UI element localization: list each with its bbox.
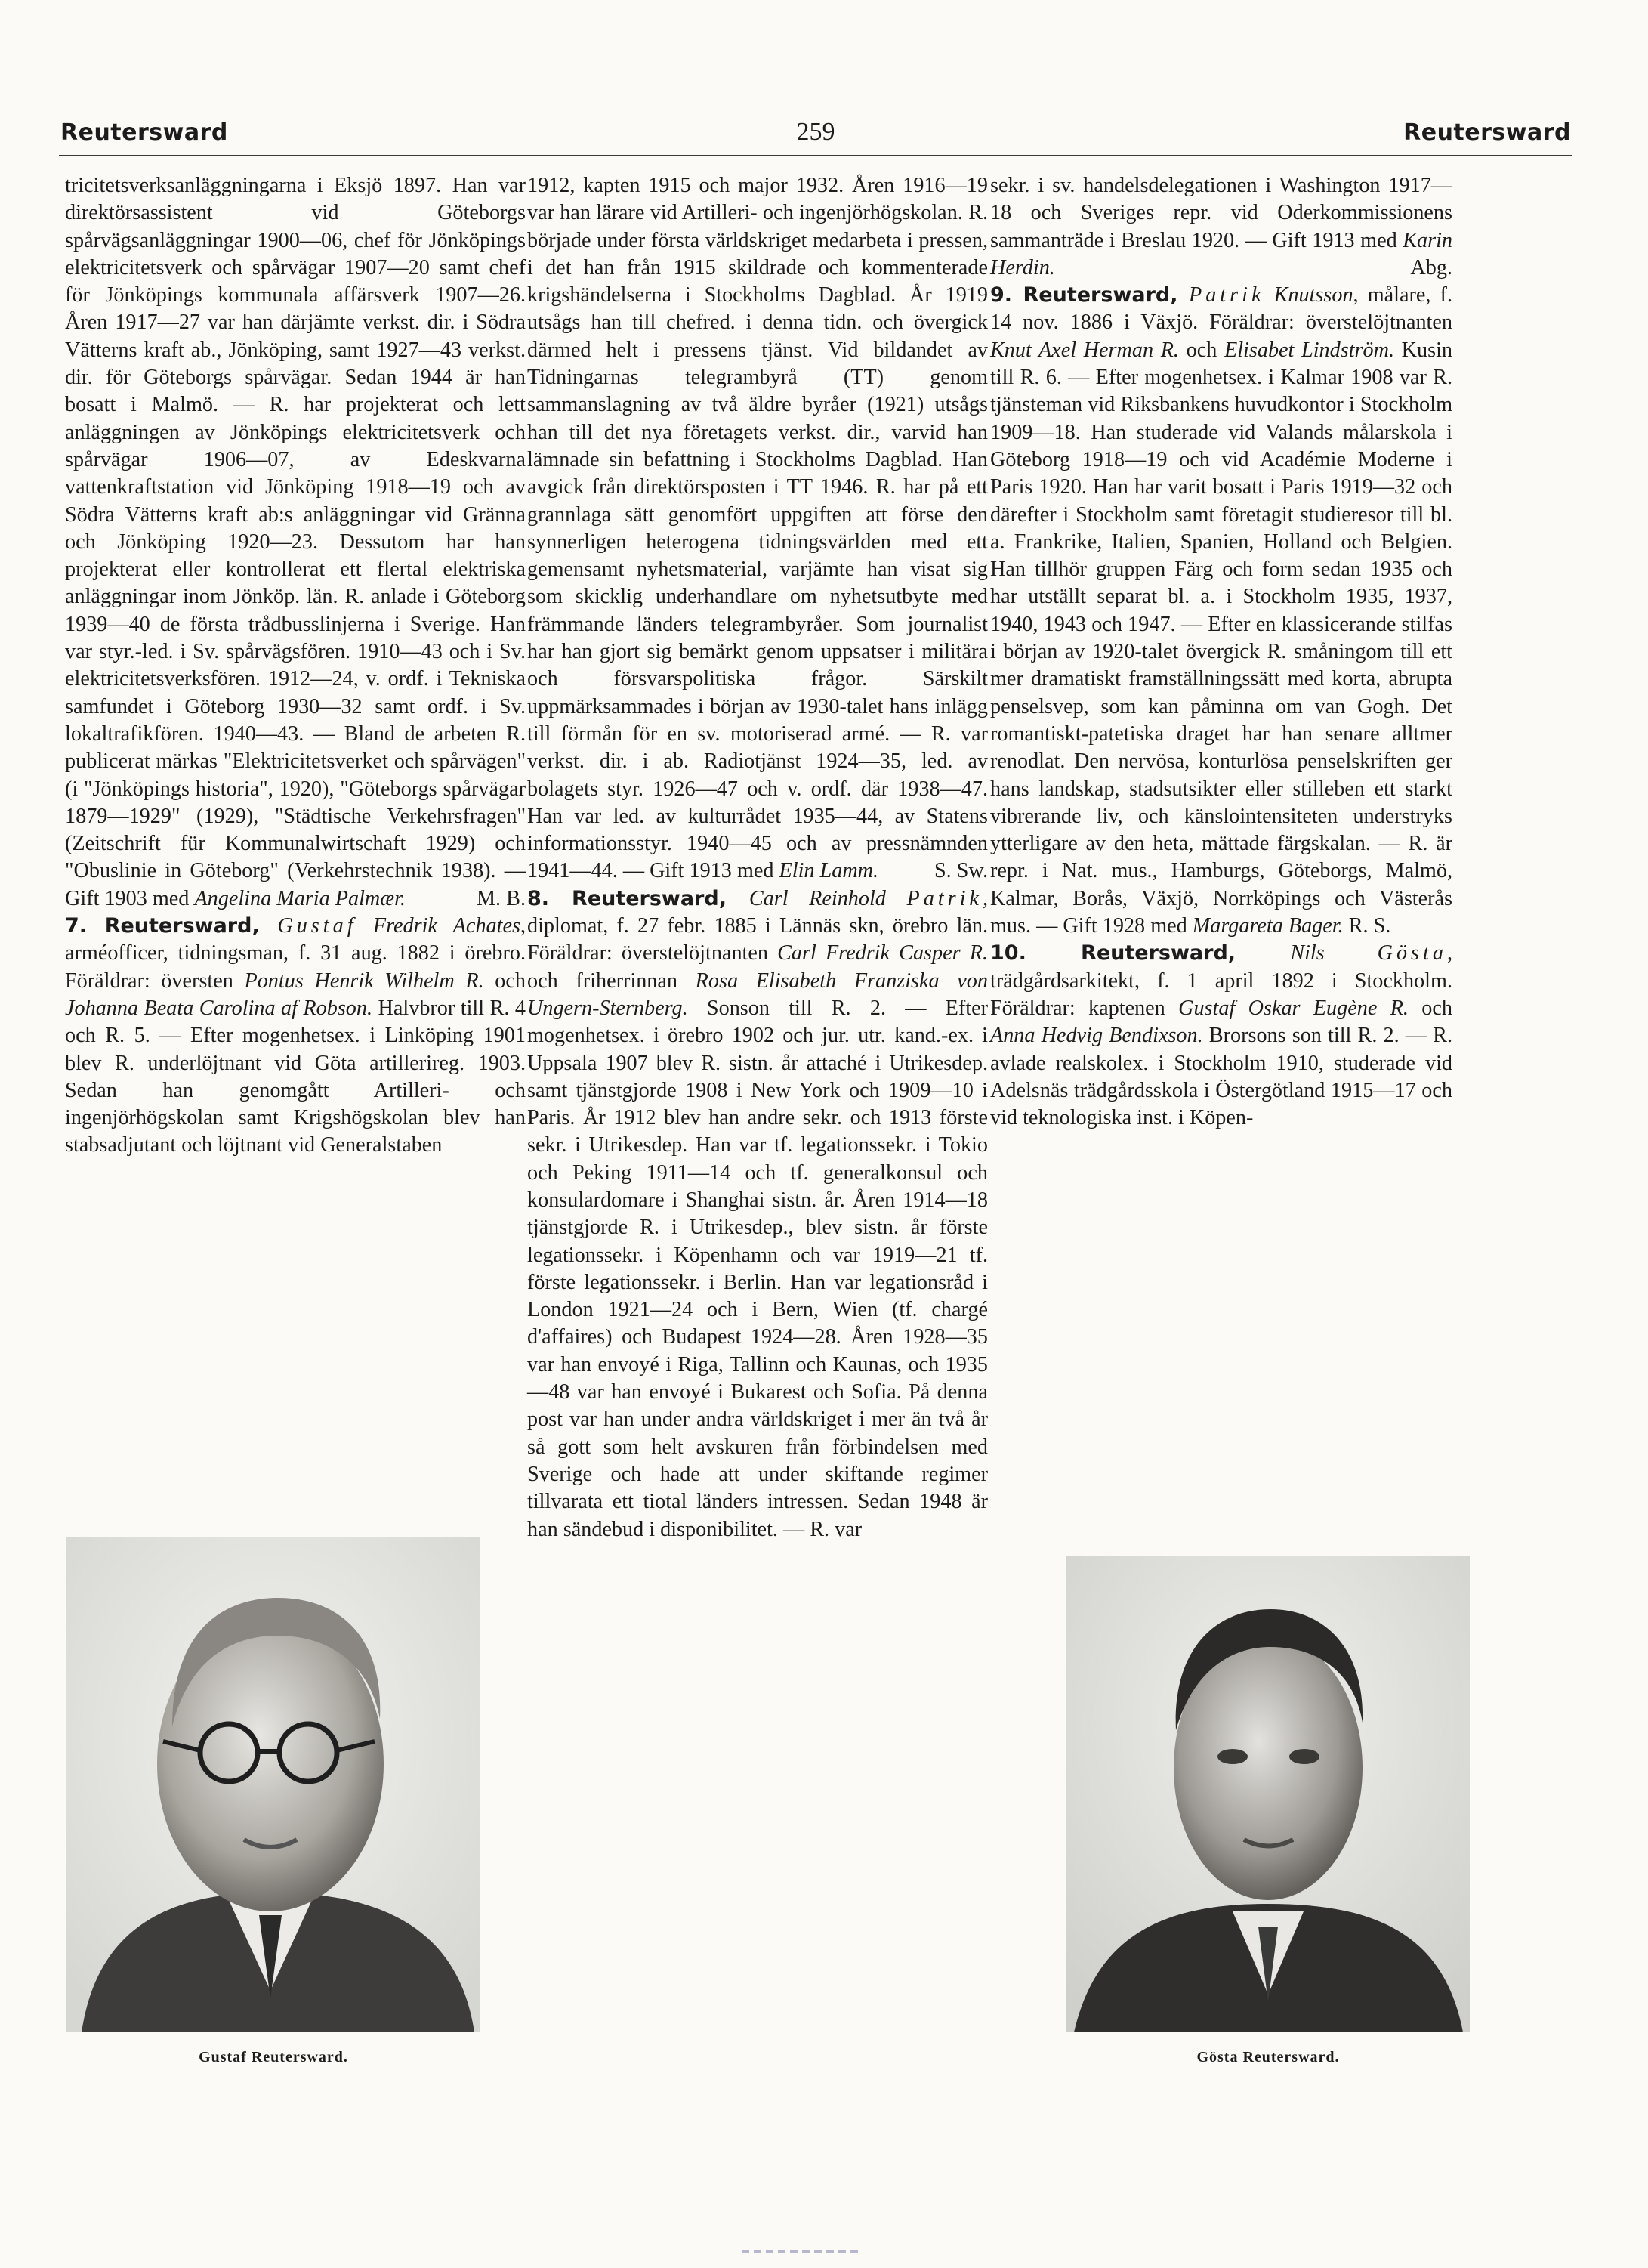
- entry-heading: 7. Reutersward,: [65, 914, 278, 938]
- entry-heading: 9. Reutersward,: [990, 283, 1189, 307]
- running-head-right: Reutersward: [1403, 119, 1571, 146]
- body-text: Brorsons son till R. 2. — R. avlade realskolex. i Stockholm 1910, studerade vid Adelsnäs trädgårdsskola i Östergötland 1915—17 och vid teknologiska inst. i Köpen-: [990, 1024, 1452, 1130]
- italic-name: Karin Herdin.: [990, 228, 1452, 280]
- italic-name: Carl Reinhold: [748, 886, 907, 910]
- body-text: tricitetsverksanläggningarna i Eksjö 1897. Han var direktörsassistent vid Göteborgs spårvägsanläggningar 1900—06, chef för Jönköpings elektricitetsverk och spårvägar 1907—20 samt chef för Jönköpings kommunala affärsverk 1907—26. Åren 1917—27 var han därjämte verkst. dir. i Södra Vätterns kraft ab., Jönköping, samt 1927—43 verkst. dir. för Göteborgs spårvägar. Sedan 1944 är han bosatt i Malmö. — R. har projekterat och lett anläggningen av Jönköpings elektricitetsverk och spårvägar 1906—07, av Edeskvarna vattenkraftstation vid Jönköping 1918—19 och av Södra Vätterns kraft ab:s anläggningar vid Gränna och Jönköping 1920—23. Dessutom har han projekterat eller kontrollerat ett flertal elektriska anläggningar inom Jönköp. län. R. anlade i Göteborg 1939—40 de första trådbusslinjerna i Sverige. Han var styr.-led. i Sv. spårvägsfören. 1910—43 och i Sv. elektricitetsverksfören. 1912—24, v. ordf. i Tekniska samfundet i Göteborg 1930—32 samt ordf. i Sv. lokaltrafikfören. 1940—43. — Bland de arbeten R. publicerat märkas "Elektricitetsverket och spårvägen" (i "Jönköpings historia", 1920), "Göteborgs spårvägar 1879—1929" (1929), "Städtische Verkehrsfragen" (Zeitschrift für Kommunalwirtschaft 1929) och "Obuslinie in Göteborg" (Verkehrstechnik 1938). — Gift 1903 med: [65, 174, 526, 910]
- body-text: , trädgårdsarkitekt, f. 1 april 1892 i Stockholm. Föräldrar: kaptenen: [990, 941, 1452, 1020]
- body-text: och: [1178, 338, 1224, 362]
- text-column-3: [990, 172, 1452, 1132]
- body-text: och: [483, 969, 526, 993]
- body-text: , diplomat, f. 27 febr. 1885 i Lännäs skn, örebro län. Föräldrar: överstelöjtnanten: [527, 886, 988, 966]
- italic-name: Gustaf Oskar Eugène R.: [1178, 996, 1409, 1020]
- italic-name: Margareta Bager.: [1192, 914, 1344, 938]
- body-text: , målare, f. 14 nov. 1886 i Växjö. Föräldrar: överstelöjtnanten: [990, 283, 1452, 335]
- scan-mark: [742, 2250, 863, 2253]
- body-text: sekr. i sv. handelsdelegationen i Washington 1917—18 och Sveriges repr. vid Oderkommissionens sammanträde i Breslau 1920. — Gift 1913 med: [990, 174, 1452, 252]
- author-signature: Abg.: [1410, 255, 1452, 280]
- italic-name: Nils: [1290, 941, 1378, 966]
- photo-caption-gustaf: Gustaf Reutersward.: [199, 2049, 348, 2066]
- portrait-photo-gustaf: [66, 1537, 480, 2032]
- spaced-name: Gösta: [1377, 941, 1447, 966]
- body-text: R. S.: [1343, 914, 1391, 938]
- italic-name: Knut Axel Herman R.: [990, 338, 1179, 362]
- portrait-photo-gosta: [1066, 1556, 1470, 2032]
- body-text: Kusin till R. 6. — Efter mogenhetsex. i Kalmar 1908 var R. tjänsteman vid Riksbankens huvudkontor i Stockholm 1909—18. Han studerade vid Valands målarskola i Göteborg 1918—19 och vid Académie Moderne i Paris 1920. Han har varit bosatt i Paris 1919—32 och därefter i Stockholm samt företagit studieresor till bl. a. Frankrike, Italien, Spanien, Holland och Belgien. Han tillhör gruppen Färg och form sedan 1935 och har utställt separat bl. a. i Stockholm 1935, 1937, 1940, 1943 och 1947. — Efter en klassicerande stilfas i början av 1920-talet övergick R. småningom till ett mer dramatiskt framställningssätt med korta, abrupta penselsvep, som kan påminna om van Gogh. Det romantiskt-patetiska draget har han senare alltmer renodlat. Den nervösa, konturlösa penselskriften ger hans landskap, stadsutsikter eller stilleben ett starkt vibrerande liv, och känslointensiteten understryks ytterligare av den heta, mättade färgskalan. — R. är repr. i Nat. mus., Hamburgs, Göteborgs, Malmö, Kalmar, Borås, Växjö, Norrköpings och Västerås mus. — Gift 1928 med: [990, 338, 1452, 938]
- italic-name: Pontus Henrik Wilhelm R.: [244, 969, 484, 993]
- spaced-name: Patrik: [1189, 283, 1265, 307]
- author-signature: M. B.: [476, 886, 526, 910]
- author-signature: S. Sw.: [934, 859, 988, 883]
- italic-name: Knutsson: [1264, 283, 1353, 307]
- italic-name: Elin Lamm.: [779, 859, 879, 883]
- running-head: [60, 113, 1571, 151]
- body-text: Halvbror till R. 4 och R. 5. — Efter mogenhetsex. i Linköping 1901 blev R. underlöjtnant vid Göta artillerireg. 1903. Sedan han genomgått Artilleri- och ingenjörhögskolan samt Krigshögskolan blev han stabsadjutant och löjtnant vid Generalstaben: [65, 996, 526, 1157]
- running-head-left: Reutersward: [60, 119, 228, 146]
- italic-name: Carl Fredrik Casper R.: [777, 941, 988, 966]
- italic-name: Angelina Maria Palmær.: [194, 886, 406, 910]
- entry-heading: 10. Reutersward,: [990, 941, 1291, 966]
- italic-name: Rosa Elisabeth Franziska von Ungern-Sternberg.: [527, 969, 988, 1020]
- portrait-gosta-image: [1066, 1556, 1470, 2032]
- body-text: 1912, kapten 1915 och major 1932. Åren 1916—19 var han lärare vid Artilleri- och ingenjörhögskolan. R. började under första världskriget medarbeta i pressen, i det han från 1915 skildrade och kommenterade krigshändelserna i Stockholms Dagblad. År 1919 utsågs han till chefred. i denna tidn. och övergick därmed helt i pressens tjänst. Vid bildandet av Tidningarnas telegrambyrå (TT) genom sammanslagning av två äldre byråer (1921) utsågs han till det nya företagets verkst. dir., varvid han lämnade sin befattning i Stockholms Dagblad. Han avgick från direktörsposten i TT 1946. R. har på ett grannlaga sätt genomfört uppgiften att förse den synnerligen heterogena tidningsvärlden med ett gemensamt nyhetsmaterial, varjämte han visat sig som skicklig underhandlare om nyhetsutbyte med främmande länders telegrambyråer. Som journalist har han gjort sig bemärkt genom uppsatser i militära och försvarspolitiska frågor. Särskilt uppmärksammades i början av 1930-talet hans inlägg till förmån för en sv. motoriserad armé. — R. var verkst. dir. i ab. Radiotjänst 1924—35, led. av bolagets styr. 1926—47 och v. ordf. där 1938—47. Han var led. av kulturrådet 1935—44, av Statens informationsstyr. 1940—45 och av pressnämnden 1941—44. — Gift 1913 med: [527, 174, 988, 883]
- spaced-name: Patrik: [906, 886, 983, 910]
- body-text: och: [1408, 996, 1452, 1020]
- body-text: Sonson till R. 2. — Efter mogenhetsex. i örebro 1902 och jur. utr. kand.-ex. i Uppsala 1907 blev R. sistn. år attaché i Utrikesdep. samt tjänstgjorde 1908 i New York och 1909—10 i Paris. År 1912 blev han andre sekr. och 1913 förste sekr. i Utrikesdep. Han var tf. legationssekr. i Tokio och Peking 1911—14 och tf. generalkonsul och konsulardomare i Shanghai sistn. år. Åren 1914—18 tjänstgjorde R. i Utrikesdep., blev sistn. år förste legationssekr. i Köpenhamn och var 1919—21 tf. förste legationssekr. i Berlin. Han var legationsråd i London 1921—24 och i Bern, Wien (tf. chargé d'affaires) och Budapest 1924—28. Åren 1928—35 var han envoyé i Riga, Tallinn och Kaunas, och 1935—48 var han envoyé i Bukarest och Sofia. På denna post var han under andra världskriget i mer än två år så gott som helt avskuren från förbindelsen med Sverige och hade att under skiftande regimer tillvarata ett tiotal länders intressen. Sedan 1948 är han sändebud i disponibilitet. — R. var: [527, 996, 988, 1541]
- spaced-name: Gustaf: [277, 914, 357, 938]
- page-number: 259: [796, 118, 835, 146]
- body-text: , arméofficer, tidningsman, f. 31 aug. 1882 i örebro. Föräldrar: översten: [65, 914, 526, 993]
- header-rule: [59, 155, 1572, 156]
- portrait-gustaf-image: [66, 1537, 480, 2032]
- photo-caption-gosta: Gösta Reutersward.: [1196, 2049, 1340, 2066]
- text-column-2: [527, 172, 988, 1543]
- body-text: och friherrinnan: [527, 969, 696, 993]
- entry-heading: 8. Reutersward,: [527, 886, 749, 910]
- italic-name: Anna Hedvig Bendixson.: [990, 1024, 1203, 1048]
- text-column-1: [65, 172, 526, 1160]
- italic-name: Johanna Beata Carolina af Robson.: [65, 996, 373, 1020]
- italic-name: Fredrik Achates: [356, 914, 520, 938]
- italic-name: Elisabet Lindström.: [1224, 338, 1394, 362]
